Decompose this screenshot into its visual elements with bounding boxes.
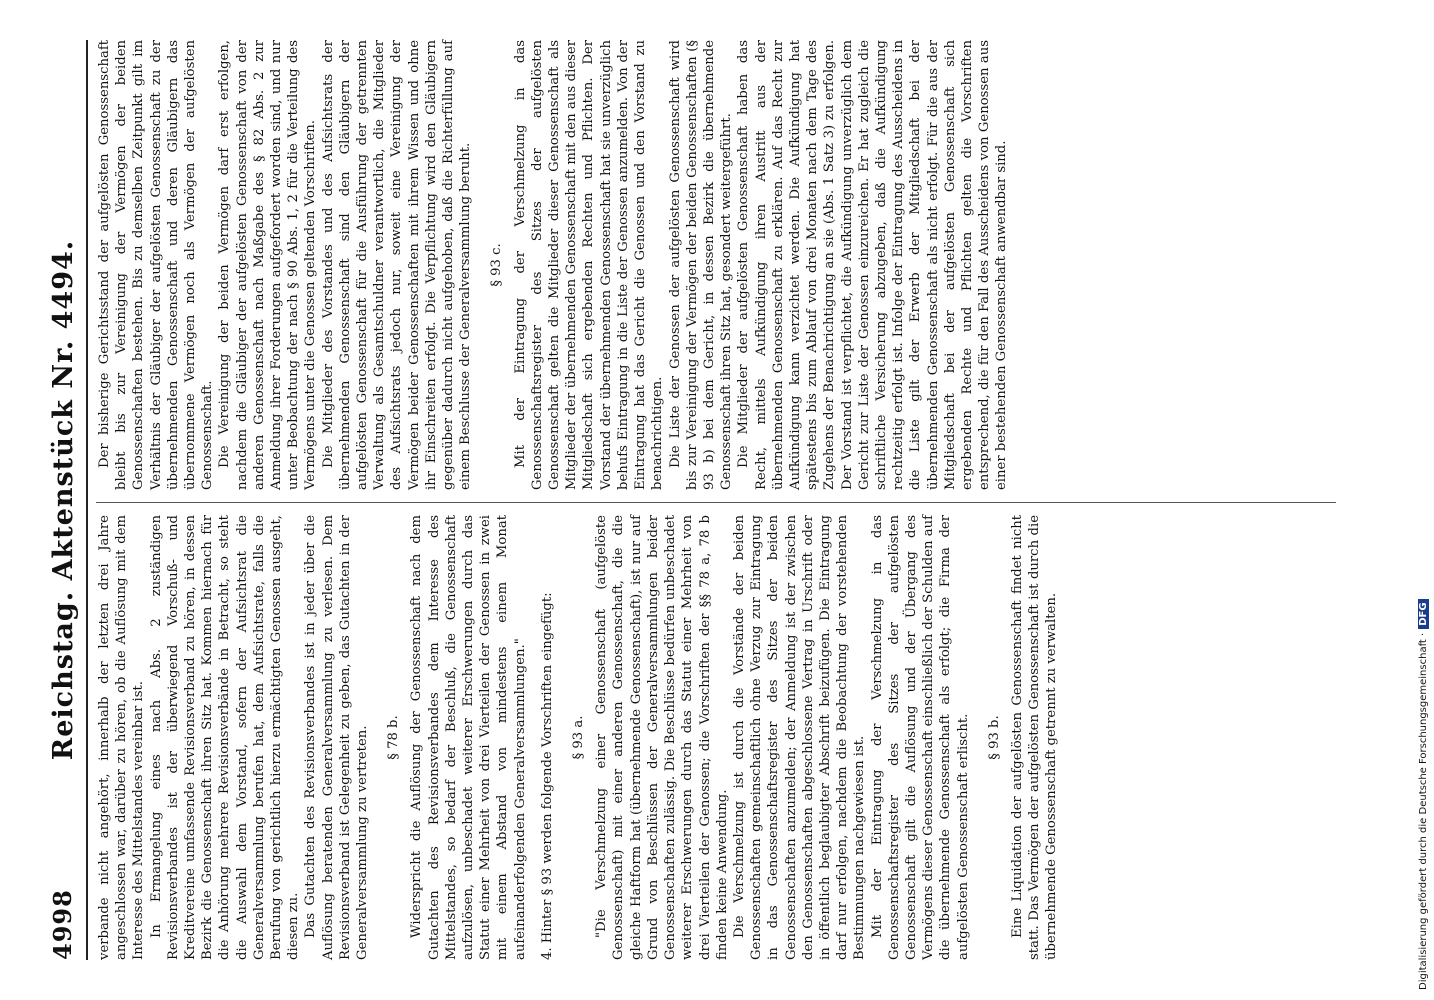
paragraph: Die Verschmelzung ist durch die Vorstände der beiden Genossenschaften gemeinschaftlich ohne Verzug zur Eintragung in das Genossenschaftsregister des Sitzes der beiden Genossenschaften anzumelden; der Anmeldung ist der zwischen den Genossenschaften abgeschlossene Vertrag in Urschrift oder in öffentlich beglaubigter Abschrift beizufügen. Die Eintragung darf nur erfolgen, nachdem die Beobachtung der vorstehenden Bestimmungen nachgewiesen ist.	[731, 515, 868, 960]
section-heading: § 93 a.	[571, 715, 587, 760]
section-heading: § 93 c.	[489, 243, 505, 287]
section-heading: § 78 b.	[386, 715, 402, 760]
page-header	[48, 40, 88, 960]
digitization-note	[1418, 10, 1432, 990]
paragraph: Widerspricht die Auflösung der Genossenschaft nach dem Gutachten des Revisionsverbandes dem Interesse des Mittelstandes, so bedarf der Beschluß, die Genossenschaft aufzulösen, unbeschadet weiterer Erschwerungen durch das Statut einer Mehrheit von drei Vierteilen der Genossen in zwei mit einem Abstand von mindestens einem Monat aufeinanderfolgenden Generalversammlungen."	[409, 515, 528, 960]
paragraph: Das Gutachten des Revisionsverbandes ist in jeder über die Auflösung beratenden Generalversammlung zu verlesen. Dem Revisionsverband ist Gelegenheit zu geben, das Gutachten in der Generalversammlung zu vertreten.	[303, 515, 371, 960]
paragraph: Mit der Eintragung der Verschmelzung in das Genossenschaftsregister des Sitzes der aufgelösten Genossenschaft gelten die Mitglieder dieser Genossenschaft als Mitglieder der übernehmenden Genossenschaft mit den aus dieser Mitgliedschaft sich ergebenden Rechten und Pflichten. Der Vorstand der übernehmenden Genossenschaft hat sie unverzüglich behufs Eintragung in die Liste der Genossen anzumelden. Von der Eintragung hat das Gericht die Genossen und den Vorstand zu benachrichtigen.	[512, 40, 666, 490]
list-item: 4. Hinter § 93 werden folgende Vorschriften eingefügt:	[539, 592, 555, 960]
paragraph: Mit der Eintragung der Verschmelzung in das Genossenschaftsregister des Sitzes der aufgelösten Genossenschaft gilt die Auflösung und der Übergang des Vermögens dieser Genossenschaft einschließlich der Schulden auf die übernehmende Genossenschaft als erfolgt; die Firma der aufgelösten Genossenschaft erlischt.	[869, 515, 971, 960]
paragraph: In Ermangelung eines nach Abs. 2 zuständigen Revisionsverbandes ist der überwiegend Vorschuß- und Kreditvereine umfassende Revisionsverband zu hören, in dessen Bezirk die Genossenschaft ihren Sitz hat. Kommen hiernach für die Anhörung mehrere Revisionsverbände in Betracht, so steht die Auswahl dem Vorstand, sofern der Aufsichtsrat die Generalversammlung berufen hat, dem Aufsichtsrate, falls die Berufung von gerichtlich hierzu ermächtigten Genossen ausgeht, diesen zu.	[148, 515, 302, 960]
paragraph: Die Mitglieder der aufgelösten Genossenschaft haben das Recht, mittels Aufkündigung ihren Austritt aus der übernehmenden Genossenschaft zu erklären. Auf das Recht zur Aufkündigung kann verzichtet werden. Die Aufkündigung hat spätestens bis zum Ablauf von drei Monaten nach dem Tage des Zugehens der Benachrichtigung an sie (Abs. 1 Satz 3) zu erfolgen. Der Vorstand ist verpflichtet, die Aufkündigung unverzüglich dem Gericht zur Liste der Genossen einzureichen. Er hat zugleich die schriftliche Versicherung abzugeben, daß die Aufkündigung rechtzeitig erfolgt ist. Infolge der Eintragung des Ausscheidens in die Liste gilt der Erwerb der Mitgliedschaft bei der übernehmenden Genossenschaft als nicht erfolgt. Für die aus der Mitgliedschaft bei der aufgelösten Genossenschaft sich ergebenden Rechte und Pflichten gelten die Vorschriften entsprechend, die für den Fall des Ausscheidens von Genossen aus einer bestehenden Genossenschaft anwendbar sind.	[736, 40, 1010, 490]
dfg-logo: DFG	[1418, 599, 1429, 628]
section-heading: § 93 b.	[986, 715, 1002, 760]
right-column	[96, 40, 1011, 490]
digitization-note-text: Digitalisierung gefördert durch die Deutsche Forschungsgemeinschaft ·	[1418, 632, 1429, 990]
header-rule	[86, 40, 88, 960]
paragraph: verbande nicht angehört, innerhalb der letzten drei Jahre angeschlossen war, darüber zu hören, ob die Auflösung mit dem Interesse des Mittelstandes vereinbar ist.	[97, 515, 147, 960]
paragraph: Die Mitglieder des Vorstandes und des Aufsichtsrats der übernehmenden Genossenschaft sind den Gläubigern der aufgelösten Genossenschaft für die Ausführung der getrennten Verwaltung als Gesamtschuldner verantwortlich, die Mitglieder des Aufsichtsrats jedoch nur, soweit eine Vereinigung der Vermögen beider Genossenschaften mit ihrem Wissen und ohne ihr Einschreiten erfolgt. Die Verpflichtung wird den Gläubigern gegenüber dadurch nicht aufgehoben, daß die Richterfüllung auf einem Beschlusse der Generalversammlung beruht.	[320, 40, 474, 490]
column-divider	[96, 502, 1336, 503]
paragraph: Die Vereinigung der beiden Vermögen darf erst erfolgen, nachdem die Gläubiger der aufgelösten Genossenschaft von der anderen Genossenschaft nach Maßgabe des § 82 Abs. 2 zur Anmeldung ihrer Forderungen aufgefordert worden sind, und nur unter Beobachtung der nach § 90 Abs. 1, 2 für die Verteilung des Vermögens unter die Genossen geltenden Vorschriften.	[217, 40, 319, 490]
paragraph: "Die Verschmelzung einer Genossenschaft (aufgelöste Genossenschaft) mit einer anderen Genossenschaft, die die gleiche Haftform hat (übernehmende Genossenschaft), ist nur auf Grund von Beschlüssen der Generalversammlungen beider Genossenschaften zulässig. Die Beschlüsse bedürfen unbeschadet weiterer Erschwerungen durch das Statut einer Mehrheit von drei Vierteilen der Genossen; die Vorschriften der §§ 78 a, 78 b finden keine Anwendung.	[594, 515, 730, 960]
paragraph: Der bisherige Gerichtsstand der aufgelösten Genossenschaft bleibt bis zur Vereinigung der Vermögen der beiden Genossenschaften bestehen. Bis zu demselben Zeitpunkt gilt im Verhältnis der Gläubiger der aufgelösten Genossenschaft zu der übernehmenden Genossenschaft und deren Gläubigern das übernommene Vermögen noch als Vermögen der aufgelösten Genossenschaft.	[97, 40, 216, 490]
left-column	[96, 515, 1061, 960]
paragraph: Die Liste der Genossen der aufgelösten Genossenschaft wird bis zur Vereinigung der Vermögen der beiden Genossenschaften (§ 93 b) bei dem Gericht, in dessen Bezirk die übernehmende Genossenschaft ihren Sitz hat, gesondert weitergeführt.	[667, 40, 735, 490]
running-title: Reichstag. Aktenstück Nr. 4494.	[48, 239, 79, 761]
page-number: 4998	[48, 889, 77, 960]
paragraph: Eine Liquidation der aufgelösten Genossenschaft findet nicht statt. Das Vermögen der aufgelösten Genossenschaft ist durch die übernehmende Genossenschaft getrennt zu verwalten.	[1009, 515, 1060, 960]
